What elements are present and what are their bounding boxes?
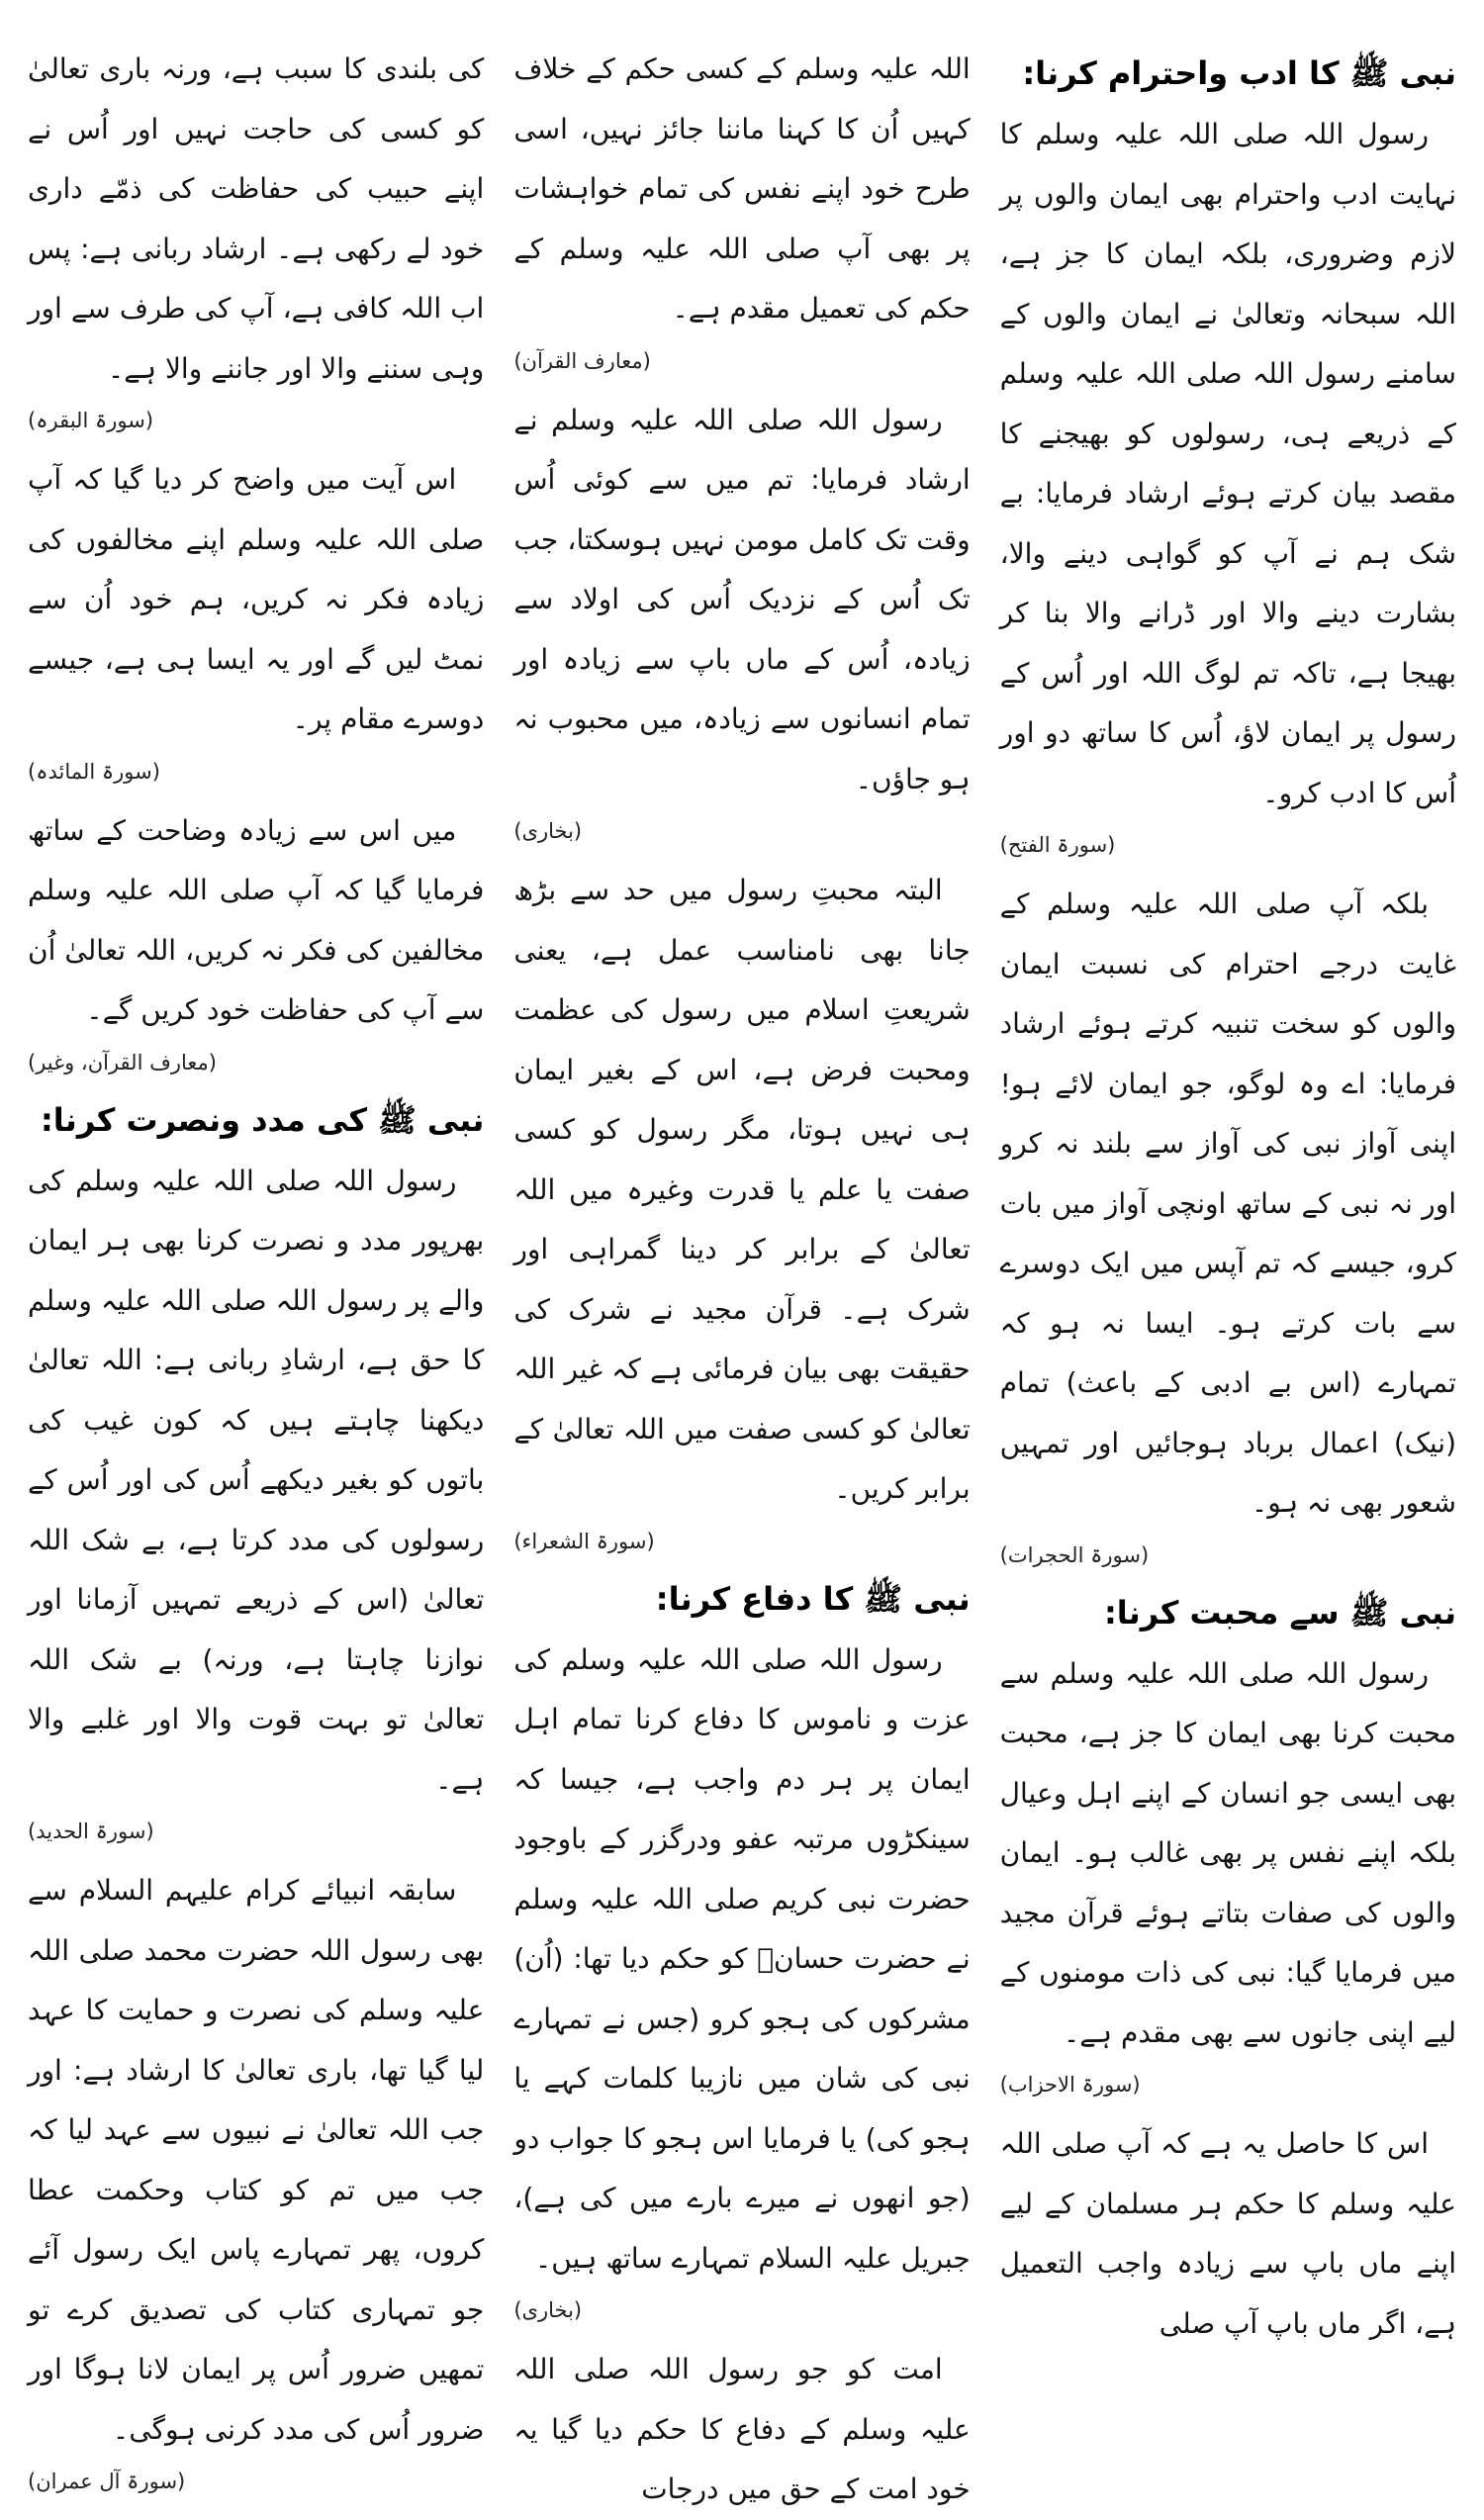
source-reference: (سورۃ الفتح) xyxy=(999,833,1116,857)
source-reference: (معارف القرآن) xyxy=(513,348,651,373)
paragraph: رسول اللہ صلی اللہ علیہ وسلم سے محبت کرنا بھی ایمان کا جز ہے، محبت بھی ایسی جو انسان کے اپنے اہل وعیال بلکہ اپنے نفس پر بھی غالب ہو۔ ایمان والوں کی صفات بتاتے ہوئے قرآن مجید میں فرمایا گیا: نبی کی ذات مومنوں کے لیے اپنی جانوں سے بھی مقدم ہے۔ xyxy=(999,1656,1456,2049)
section-heading: نبی ﷺ کا دفاع کرنا: xyxy=(655,1579,971,1618)
source-reference: (سورۃ المائدہ) xyxy=(28,759,160,784)
paragraph: رسول اللہ صلی اللہ علیہ وسلم کا نہایت ادب واحترام بھی ایمان والوں پر لازم وضروری، بلکہ ایمان کا جز ہے، اللہ سبحانہ وتعالیٰ نے ایمان والوں کے سامنے رسول اللہ صلی اللہ علیہ وسلم کے ذریعے ہی، رسولوں کو بھیجنے کا مقصد بیان کرتے ہوئے ارشاد فرمایا: بے شک ہم نے آپ کو گواہی دینے والا، بشارت دینے والا اور ڈرانے والا بنا کر بھیجا ہے، تاکہ تم لوگ اللہ اور اُس کے رسول پر ایمان لاؤ، اُس کا ساتھ دو اور اُس کا ادب کرو۔ xyxy=(999,118,1456,809)
paragraph: بلکہ آپ صلی اللہ علیہ وسلم کے غایت درجے احترام کی نسبت ایمان والوں کو سخت تنبیہ کرتے ہوئے ارشاد فرمایا: اے وہ لوگو، جو ایمان لائے ہو! اپنی آواز نبی کی آواز سے بلند نہ کرو اور نہ نبی کے ساتھ اونچی آواز میں بات کرو، جیسے کہ تم آپس میں ایک دوسرے سے بات کرتے ہو۔ ایسا نہ ہو کہ تمہارے (اس بے ادبی کے باعث) تمام (نیک) اعمال برباد ہوجائیں اور تمہیں شعور بھی نہ ہو۔ xyxy=(999,887,1456,1519)
paragraph: اس کا حاصل یہ ہے کہ آپ صلی اللہ علیہ وسلم کا حکم ہر مسلمان کے لیے اپنے ماں باپ سے زیادہ واجب التعمیل ہے، اگر ماں باپ آپ صلی xyxy=(999,2127,1456,2340)
paragraph: رسول اللہ صلی اللہ علیہ وسلم نے ارشاد فرمایا: تم میں سے کوئی اُس وقت تک کامل مومن نہیں ہوسکتا، جب تک اُس کے نزدیک اُس کی اولاد سے زیادہ، اُس کے ماں باپ سے زیادہ اور تمام انسانوں سے زیادہ، میں محبوب نہ ہو جاؤں۔ xyxy=(513,403,971,795)
source-reference: (معارف القرآن، وغیر) xyxy=(28,1050,217,1074)
source-reference: (بخاری) xyxy=(513,2298,583,2322)
source-reference: (سورۃ آل عمران) xyxy=(28,2470,186,2493)
paragraph: سابقہ انبیائے کرام علیہم السلام سے بھی رسول اللہ حضرت محمد صلی اللہ علیہ وسلم کی نصرت و حمایت کا عہد لیا گیا تھا، باری تعالیٰ کا ارشاد ہے: اور جب اللہ تعالیٰ نے نبیوں سے عہد لیا کہ جب میں تم کو کتاب وحکمت عطا کروں، پھر تمہارے پاس ایک رسول آئے جو تمہاری کتاب کی تصدیق کرے تو تمھیں ضرور اُس پر ایمان لانا ہوگا اور ضرور اُس کی مدد کرنی ہوگی۔ xyxy=(28,1874,485,2446)
paragraph: میں اس سے زیادہ وضاحت کے ساتھ فرمایا گیا کہ آپ صلی اللہ علیہ وسلم مخالفین کی فکر نہ کریں، اللہ تعالیٰ اُن سے آپ کی حفاظت خود کریں گے۔ xyxy=(28,813,485,1026)
paragraph: رسول اللہ صلی اللہ علیہ وسلم کی بھرپور مدد و نصرت کرنا بھی ہر ایمان والے پر رسول اللہ صلی اللہ علیہ وسلم کا حق ہے، ارشادِ ربانی ہے: اللہ تعالیٰ دیکھنا چاہتے ہیں کہ کون غیب کی باتوں کو بغیر دیکھے اُس کی اور اُس کے رسولوں کی مدد کرتا ہے، بے شک اللہ تعالیٰ (اس کے ذریعے تمہیں آزمانا اور نوازنا چاہتا ہے، ورنہ) بے شک اللہ تعالیٰ تو بہت قوت والا اور غلبے والا ہے۔ xyxy=(28,1164,485,1796)
column-middle xyxy=(513,40,971,2505)
paragraph: البتہ محبتِ رسول میں حد سے بڑھ جانا بھی نامناسب عمل ہے، یعنی شریعتِ اسلام میں رسول کی عظمت ومحبت فرض ہے، اس کے بغیر ایمان ہی نہیں ہوتا، مگر رسول کو کسی صفت یا علم یا قدرت وغیرہ میں اللہ تعالیٰ کے برابر کر دینا گمراہی اور شرک ہے۔ قرآن مجید نے شرک کی حقیقت بھی بیان فرمائی ہے کہ غیر اللہ تعالیٰ کو کسی صفت میں اللہ تعالیٰ کے برابر کریں۔ xyxy=(513,874,971,1505)
source-reference: (سورۃ الحجرات) xyxy=(999,1542,1150,1567)
paragraph: رسول اللہ صلی اللہ علیہ وسلم کی عزت و ناموس کا دفاع کرنا تمام اہل ایمان پر ہر دم واجب ہے، جیسا کہ سینکڑوں مرتبہ عفو ودرگزر کے باوجود حضرت نبی کریم صلی اللہ علیہ وسلم نے حضرت حسانؓ کو حکم دیا تھا: (اُن) مشرکوں کی ہجو کرو (جس نے تمہارے نبی کی شان میں نازیبا کلمات کہے یا ہجو کی) یا فرمایا اس ہجو کا جواب دو (جو انھوں نے میرے بارے میں کی ہے)، جبریل علیہ السلام تمہارے ساتھ ہیں۔ xyxy=(513,1642,971,2275)
paragraph-continued: اللہ علیہ وسلم کے کسی حکم کے خلاف کہیں اُن کا کہنا ماننا جائز نہیں، اسی طرح خود اپنے نفس کی تمام خواہشات پر بھی آپ صلی اللہ علیہ وسلم کے حکم کی تعمیل مقدم ہے۔ xyxy=(513,52,971,325)
paragraph-continued: کی بلندی کا سبب ہے، ورنہ باری تعالیٰ کو کسی کی حاجت نہیں اور اُس نے اپنے حبیب کی حفاظت کی ذمّے داری خود لے رکھی ہے۔ ارشاد ربانی ہے: پس اب اللہ کافی ہے، آپ کی طرف سے اور وہی سننے والا اور جاننے والا ہے۔ xyxy=(28,52,485,385)
source-reference: (سورۃ الحدید) xyxy=(28,1820,154,1843)
source-reference: (سورۃ الشعراء) xyxy=(513,1529,655,1553)
section-heading: نبی ﷺ کا ادب واحترام کرنا: xyxy=(1022,54,1456,92)
column-left xyxy=(28,40,485,2493)
paragraph: امت کو جو رسول اللہ صلی اللہ علیہ وسلم کے دفاع کا حکم دیا گیا یہ خود امت کے حق میں درجات xyxy=(513,2353,971,2505)
paragraph: اس آیت میں واضح کر دیا گیا کہ آپ صلی اللہ علیہ وسلم اپنے مخالفوں کی زیادہ فکر نہ کریں، ہم خود اُن سے نمٹ لیں گے اور یہ ایسا ہی ہے، جیسے دوسرے مقام پر۔ xyxy=(28,463,485,735)
section-heading: نبی ﷺ کی مدد ونصرت کرنا: xyxy=(40,1100,485,1139)
source-reference: (سورۃ الاحزاب) xyxy=(999,2073,1141,2097)
section-heading: نبی ﷺ سے محبت کرنا: xyxy=(1103,1593,1456,1632)
source-reference: (بخاری) xyxy=(513,819,583,843)
column-right xyxy=(999,40,1456,2340)
source-reference: (سورۃ البقرہ) xyxy=(28,409,154,432)
